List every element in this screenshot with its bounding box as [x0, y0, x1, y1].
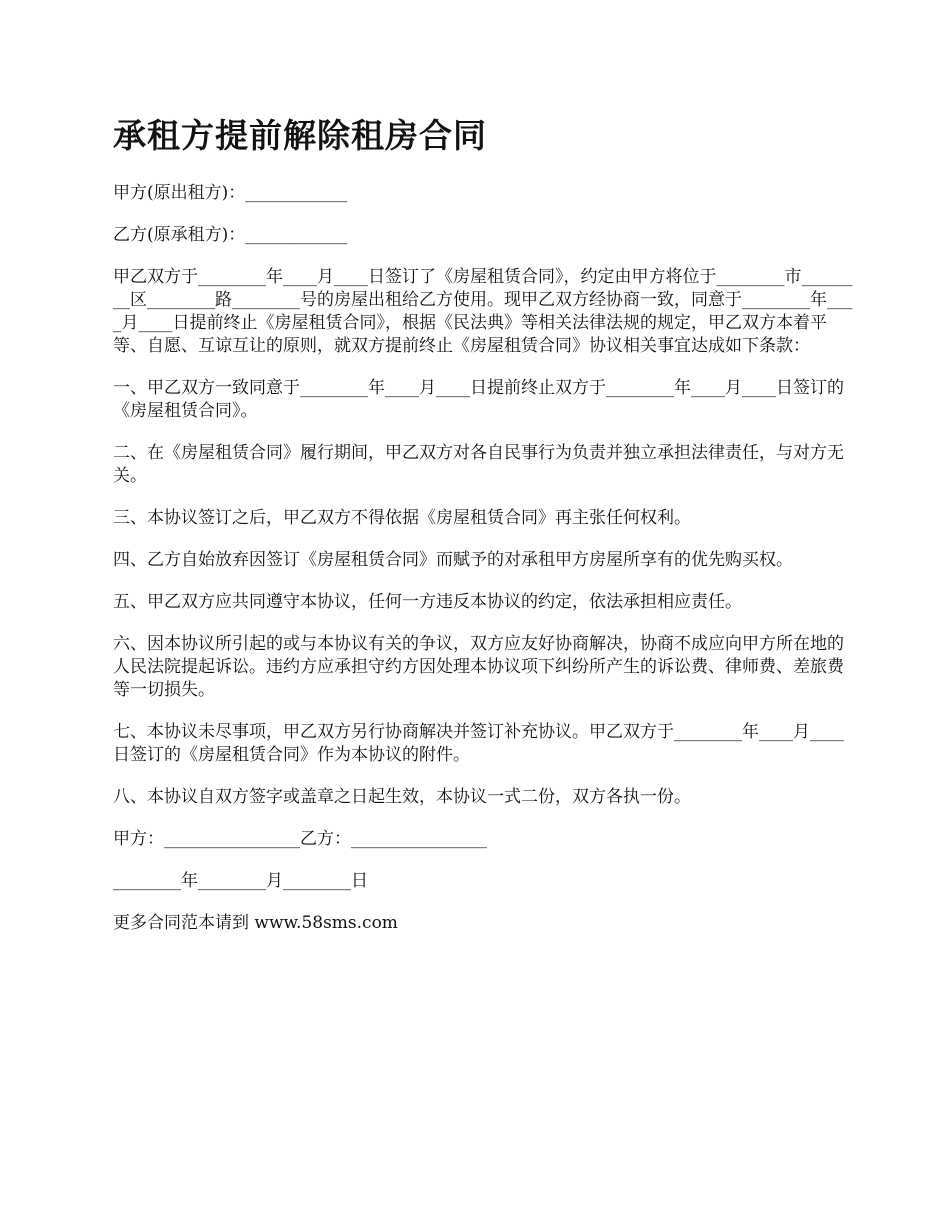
signature-line: 甲方：________________乙方：________________ [113, 829, 487, 849]
clause-3: 三、本协议签订之后，甲乙双方不得依据《房屋租赁合同》再主张任何权利。 [113, 508, 691, 528]
party-b-line: 乙方(原承租方)：____________ [113, 225, 348, 245]
clause-7: 七、本协议未尽事项，甲乙双方另行协商解决并签订补充协议。甲乙双方于________年____月____日签订的《房屋租赁合同》作为本协议的附件。 [113, 722, 844, 765]
clause-6: 六、因本协议所引起的或与本协议有关的争议，双方应友好协商解决，协商不成应向甲方所在地的人民法院提起诉讼。违约方应承担守约方因处理本协议项下纠纷所产生的诉讼费、律师费、差旅费等一切损失。 [113, 634, 844, 700]
intro-paragraph: 甲乙双方于________年____月____日签订了《房屋租赁合同》，约定由甲方将位于________市________区________路________号的房屋出租给乙方使用。现甲乙双方经协商一致，同意于________年____月____日提前终止《房屋租赁合同》，根据《民法典》等相关法律法规的规定，甲乙双方本着平等、自愿、互谅互让的原则，就双方提前终止《房屋租赁合同》协议相关事宜达成如下条款： [113, 267, 853, 356]
document-page [113, 112, 853, 954]
footer-note: 更多合同范本请到 www.58sms.com [113, 913, 398, 933]
date-line: ________年________月________日 [113, 871, 368, 891]
clause-2: 二、在《房屋租赁合同》履行期间，甲乙双方对各自民事行为负责并独立承担法律责任，与对方无关。 [113, 443, 844, 486]
party-a-line: 甲方(原出租方)：____________ [113, 183, 348, 203]
clause-4: 四、乙方自始放弃因签订《房屋租赁合同》而赋予的对承租甲方房屋所享有的优先购买权。 [113, 550, 793, 570]
document-title: 承租方提前解除租房合同 [113, 116, 487, 155]
clause-1: 一、甲乙双方一致同意于________年____月____日提前终止双方于________年____月____日签订的《房屋租赁合同》。 [113, 378, 844, 421]
clause-5: 五、甲乙双方应共同遵守本协议，任何一方违反本协议的约定，依法承担相应责任。 [113, 592, 742, 612]
clause-8: 八、本协议自双方签字或盖章之日起生效，本协议一式二份，双方各执一份。 [113, 787, 691, 807]
